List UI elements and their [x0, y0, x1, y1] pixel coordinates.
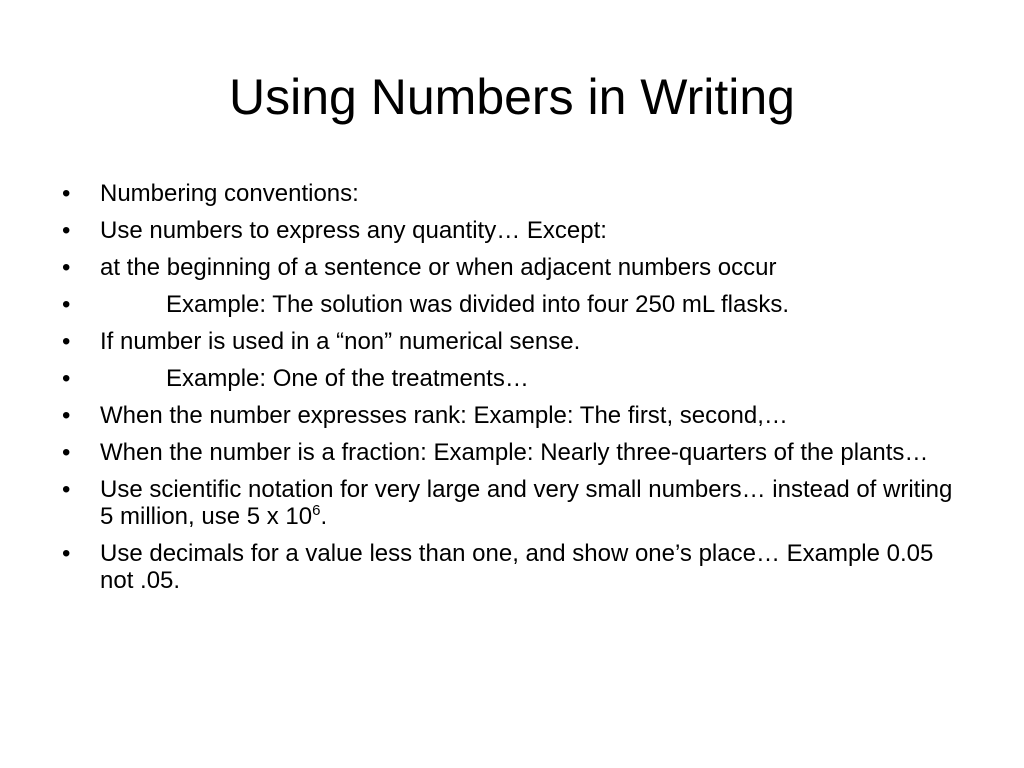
bullet-marker: •: [62, 254, 71, 281]
bullet-item-numbering-conventions: [56, 180, 956, 207]
bullet-marker: •: [62, 217, 71, 244]
bullet-item-use-numbers: [56, 217, 956, 244]
bullet-text: at the beginning of a sentence or when adjacent numbers occur: [100, 254, 777, 281]
bullet-item-example-treatments: [56, 365, 956, 392]
bullet-marker: •: [62, 365, 71, 392]
bullet-text: Use decimals for a value less than one, and show one’s place… Example 0.05 not .05.: [100, 540, 934, 594]
bullet-item-fraction: [56, 439, 956, 466]
bullet-marker: •: [62, 540, 71, 567]
bullet-text: Example: One of the treatments…: [166, 365, 529, 392]
bullet-item-non-numerical-sense: [56, 328, 956, 355]
bullet-marker: •: [62, 476, 71, 503]
bullet-item-example-flasks: [56, 291, 956, 318]
bullet-list: [56, 180, 956, 604]
bullet-marker: •: [62, 402, 71, 429]
bullet-text: Use numbers to express any quantity… Except:: [100, 217, 607, 244]
bullet-text: When the number expresses rank: Example: The first, second,…: [100, 402, 788, 429]
bullet-marker: •: [62, 291, 71, 318]
bullet-marker: •: [62, 180, 71, 207]
bullet-item-beginning-of-sentence: [56, 254, 956, 281]
bullet-item-scientific-notation: [56, 476, 956, 530]
bullet-text: If number is used in a “non” numerical sense.: [100, 328, 581, 355]
bullet-item-rank: [56, 402, 956, 429]
bullet-suffix: .: [320, 503, 328, 530]
exponent-superscript: 6: [312, 502, 321, 519]
bullet-marker: •: [62, 439, 71, 466]
bullet-text: When the number is a fraction: Example: Nearly three-quarters of the plants…: [100, 439, 929, 466]
slide-title: Using Numbers in Writing: [229, 69, 795, 125]
bullet-text: Numbering conventions:: [100, 180, 359, 207]
bullet-item-decimals: [56, 540, 956, 594]
bullet-marker: •: [62, 328, 71, 355]
bullet-text: Use scientific notation for very large and very small numbers… instead of writing 5 million, use 5 x 10: [100, 476, 953, 530]
bullet-text: Example: The solution was divided into four 250 mL flasks.: [166, 291, 789, 318]
